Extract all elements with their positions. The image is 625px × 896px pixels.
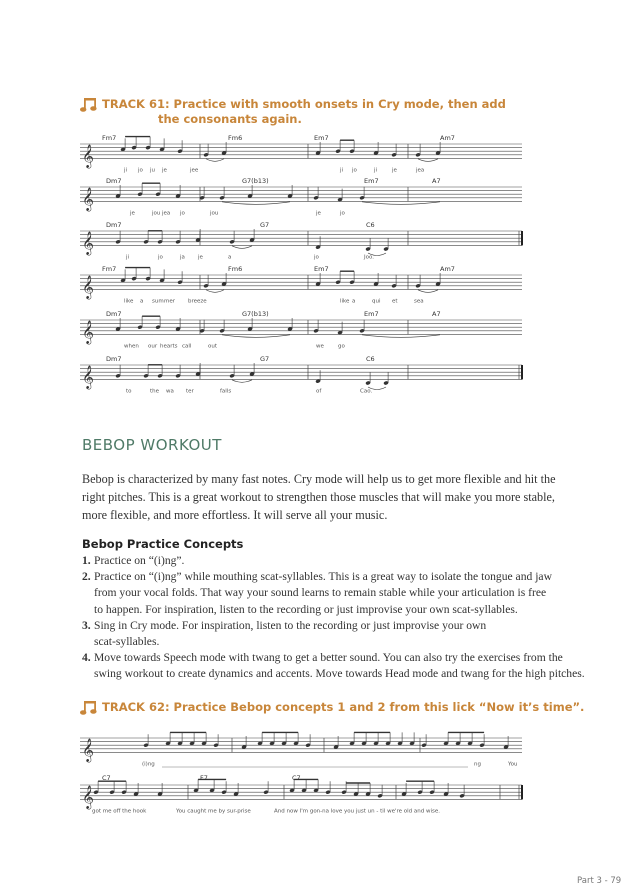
- lyric-syllable: jea: [416, 167, 425, 174]
- chord-symbol: G7(b13): [242, 310, 269, 318]
- lyric-syllable: et: [392, 298, 398, 305]
- lyric-syllable: Joo.: [364, 254, 375, 261]
- lyric-syllable: got me off the hook: [92, 808, 147, 815]
- lyric-syllable: mer: [164, 298, 176, 305]
- list-number: 3.: [82, 618, 91, 632]
- list-number: 2.: [82, 570, 91, 584]
- treble-clef-icon: 𝄞: [82, 274, 94, 299]
- lyric-syllable: ji: [374, 167, 378, 174]
- lyric-syllable: like: [340, 298, 350, 305]
- list-line: from your vocal folds. That way your sound learns to remain stable while your articulation is free: [94, 586, 547, 600]
- tie: [232, 380, 252, 383]
- music-note-icon: [80, 700, 98, 716]
- list-line: Sing in Cry mode. For inspiration, listen to the recording or just improvise your own: [94, 618, 487, 632]
- treble-clef-icon: 𝄞: [82, 186, 94, 211]
- tie: [362, 202, 440, 205]
- chord-symbol: Dm7: [106, 221, 122, 229]
- lyric-syllable: ji: [126, 254, 130, 261]
- lyric-syllable: ji: [340, 167, 344, 174]
- lyric-syllable: Cao.: [360, 388, 373, 395]
- treble-clef-icon: 𝄞: [82, 319, 94, 344]
- treble-clef-icon: 𝄞: [82, 364, 94, 389]
- chord-symbol: G7: [260, 355, 270, 363]
- list-line: scat-syllables.: [94, 635, 160, 649]
- lyric-syllable: You caught me by sur-prise: [176, 808, 251, 815]
- lyric-syllable: jo: [314, 254, 319, 261]
- intro-line: more flexible, and more effortless. It will serve all your music.: [82, 508, 388, 522]
- lyric-syllable: You: [508, 761, 518, 768]
- intro-line: right pitches. This is a great workout to strengthen those muscles that will make you more stable,: [82, 490, 555, 504]
- lyric-syllable: je: [198, 254, 203, 261]
- chord-symbol: Dm7: [106, 310, 122, 318]
- track-61-title-line1: TRACK 61: Practice with smooth onsets in Cry mode, then add: [102, 97, 506, 111]
- lyric-syllable: jou: [152, 210, 161, 217]
- lyric-syllable: go: [338, 343, 345, 350]
- track-62-title-text: TRACK 62: Practice Bebop concepts 1 and 2 from this lick “Now it’s time”.: [102, 700, 585, 714]
- lyric-syllable: je: [162, 167, 167, 174]
- chord-symbol: A7: [432, 177, 441, 185]
- lyric-syllable: jea: [162, 210, 171, 217]
- chord-symbol: Em7: [364, 310, 379, 318]
- lyric-syllable: ja: [180, 254, 185, 261]
- list-item: [82, 650, 585, 682]
- chord-symbol: Am7: [440, 265, 455, 273]
- list-number: 4.: [82, 651, 91, 665]
- list-item: [82, 618, 542, 650]
- treble-clef-icon: 𝄞: [82, 143, 94, 168]
- lyric-syllable: (i)ng: [142, 761, 155, 768]
- chord-symbol: Am7: [440, 134, 455, 142]
- list-number: 1.: [82, 554, 91, 567]
- intro-paragraph: [82, 470, 556, 524]
- lyric-syllable: jo: [158, 254, 163, 261]
- treble-clef-icon: 𝄞: [82, 230, 94, 255]
- chord-symbol: G7: [260, 221, 270, 229]
- lyric-syllable: our: [148, 343, 158, 350]
- tie: [222, 335, 290, 338]
- tie: [418, 159, 438, 162]
- chord-symbol: Em7: [314, 265, 329, 273]
- lyric-syllable: And now I'm gon-na love you just un - til we're old and wise.: [274, 808, 441, 815]
- lyric-syllable: falls: [220, 388, 232, 395]
- lyric-syllable: je: [392, 167, 397, 174]
- list-line: swing workout to create dynamics and accents. Move towards Head mode and twang for the high pitches.: [94, 667, 585, 681]
- lyric-syllable: a: [140, 298, 144, 305]
- lyric-syllable: out: [208, 343, 218, 350]
- concepts-list: [82, 553, 585, 683]
- treble-clef-icon: 𝄞: [82, 737, 94, 762]
- intro-line: Bebop is characterized by many fast notes. Cry mode will help us to get more flexible and hit the: [82, 472, 556, 486]
- chord-symbol: C7: [292, 774, 301, 782]
- lyric-syllable: breeze: [188, 298, 207, 305]
- lyric-syllable: a: [228, 254, 232, 261]
- chord-symbol: Fm7: [102, 265, 117, 273]
- lyric-syllable: the: [150, 388, 160, 395]
- lyric-syllable: ji: [124, 167, 128, 174]
- treble-clef-icon: 𝄞: [82, 784, 94, 809]
- lyric-syllable: ng: [474, 761, 481, 768]
- chord-symbol: C6: [366, 355, 375, 363]
- list-line: to happen. For inspiration, listen to the recording or just improvise your own scat-syllables.: [94, 602, 518, 616]
- chord-symbol: G7(b13): [242, 177, 269, 185]
- chord-symbol: Fm7: [102, 134, 117, 142]
- lyric-syllable: je: [316, 210, 321, 217]
- list-line: Practice on “(i)ng”.: [94, 554, 185, 567]
- chord-symbol: Em7: [314, 134, 329, 142]
- lyric-syllable: jo: [340, 210, 345, 217]
- chord-symbol: Fm6: [228, 134, 243, 142]
- lyric-syllable: a: [352, 298, 356, 305]
- page-folio: Part 3 - 79: [577, 876, 622, 886]
- lyric-syllable: to: [126, 388, 132, 395]
- list-item: [82, 553, 542, 569]
- lyric-syllable: jou: [210, 210, 219, 217]
- lyric-syllable: jo: [180, 210, 185, 217]
- tie: [418, 290, 438, 293]
- lyric-syllable: of: [316, 388, 322, 395]
- chord-symbol: C6: [366, 221, 375, 229]
- lyric-syllable: qui: [372, 298, 381, 305]
- concepts-heading: Bebop Practice Concepts: [82, 537, 244, 551]
- lyric-syllable: like: [124, 298, 134, 305]
- tie: [206, 159, 224, 162]
- lyric-syllable: wa: [166, 388, 174, 395]
- chord-symbol: A7: [432, 310, 441, 318]
- chord-symbol: Dm7: [106, 355, 122, 363]
- tie: [206, 290, 224, 293]
- lyric-syllable: we: [316, 343, 324, 350]
- list-item: [82, 569, 552, 618]
- lyric-syllable: sum: [152, 298, 164, 305]
- lyric-syllable: hearts: [160, 343, 178, 350]
- lyric-syllable: call: [182, 343, 192, 350]
- track-61-title-line2: the consonants again.: [158, 112, 302, 126]
- tie: [222, 202, 290, 205]
- chord-symbol: F7: [200, 774, 208, 782]
- lyric-syllable: sea: [414, 298, 424, 305]
- chord-symbol: Dm7: [106, 177, 122, 185]
- lyric-syllable: jo: [352, 167, 357, 174]
- list-line: Practice on “(i)ng” while mouthing scat-syllables. This is a great way to isolate the tongue and jaw: [94, 570, 552, 584]
- lyric-syllable: ju: [150, 167, 156, 174]
- chord-symbol: C7: [102, 774, 111, 782]
- section-heading: BEBOP WORKOUT: [82, 436, 222, 454]
- tie: [232, 246, 252, 249]
- list-line: Move towards Speech mode with twang to get a better sound. You can also try the exercises from the: [94, 651, 563, 665]
- chord-symbol: Fm6: [228, 265, 243, 273]
- lyric-syllable: jee: [190, 167, 199, 174]
- lyric-syllable: when: [124, 343, 139, 350]
- tie: [362, 335, 440, 338]
- lyric-syllable: ter: [186, 388, 194, 395]
- chord-symbol: Em7: [364, 177, 379, 185]
- lyric-syllable: jo: [138, 167, 143, 174]
- lyric-syllable: je: [130, 210, 135, 217]
